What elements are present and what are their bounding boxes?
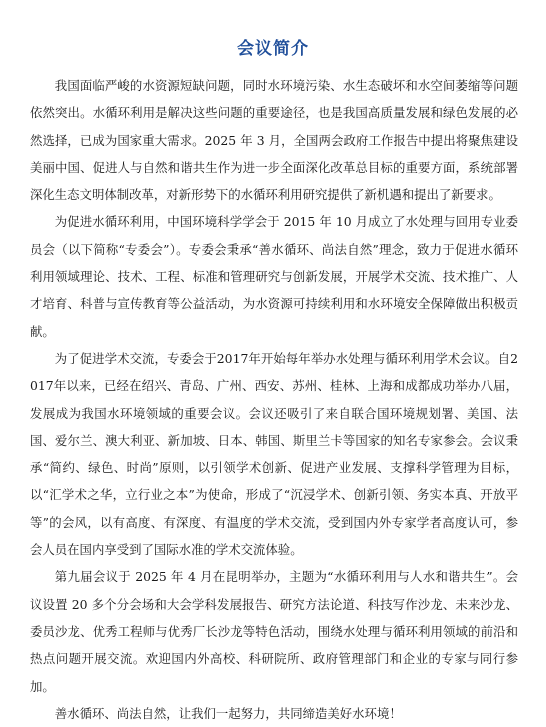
paragraph-ninth-conference: 第九届会议于 2025 年 4 月在昆明举办，主题为“水循环利用与人水和谐共生”。会议设置 20 多个分会场和大会学科发展报告、研究方法论道、科技写作沙龙、未来沙龙、委员沙龙、优秀工程师与优秀厂长沙龙等特色活动，围绕水处理与循环利用领域的前沿和热点问题开展交流。欢迎国内外高校、科研院所、政府管理部门和企业的专家与同行参加。: [30, 569, 518, 694]
paragraph-closing: 善水循环、尚法自然，让我们一起努力，共同缔造美好水环境！: [54, 705, 402, 721]
document-body: [30, 72, 518, 727]
paragraph-background: 我国面临严峻的水资源短缺问题，同时水环境污染、水生态破坏和水空间萎缩等问题依然突出。水循环利用是解决这些问题的重要途径，也是我国高质量发展和绿色发展的必然选择，已成为国家重大需求。2025 年 3 月，全国两会政府工作报告中提出将聚焦建设美丽中国、促进人与自然和谐共生作为进一步全面深化改革总目标的重要方面，系统部署深化生态文明体制改革，对新形势下的水循环利用研究提供了新机遇和提出了新要求。: [30, 78, 518, 203]
paragraph-committee: 为促进水循环利用，中国环境科学学会于 2015 年 10 月成立了水处理与回用专业委员会（以下简称“专委会”）。专委会秉承“善水循环、尚法自然”理念，致力于促进水循环利用领域理论、技术、工程、标准和管理研究与创新发展，开展学术交流、技术推广、人才培育、科普与宣传教育等公益活动，为水资源可持续利用和水环境安全保障做出积极贡献。: [30, 214, 518, 339]
page-title: 会议简介: [237, 39, 309, 59]
paragraph-conference-history: 为了促进学术交流，专委会于2017年开始每年举办水处理与循环利用学术会议。自2017年以来，已经在绍兴、青岛、广州、西安、苏州、桂林、上海和成都成功举办八届，发展成为我国水环境领域的重要会议。会议还吸引了来自联合国环境规划署、美国、法国、爱尔兰、澳大利亚、新加坡、日本、韩国、斯里兰卡等国家的知名专家参会。会议秉承“简约、绿色、时尚”原则，以引领学术创新、促进产业发展、支撑科学管理为目标，以“汇学术之华，立行业之本”为使命，形成了“沉浸学术、创新引领、务实本真、开放平等”的会风，以有高度、有深度、有温度的学术交流，受到国内外专家学者高度认可，参会人员在国内享受到了国际水准的学术交流体验。: [30, 350, 518, 558]
